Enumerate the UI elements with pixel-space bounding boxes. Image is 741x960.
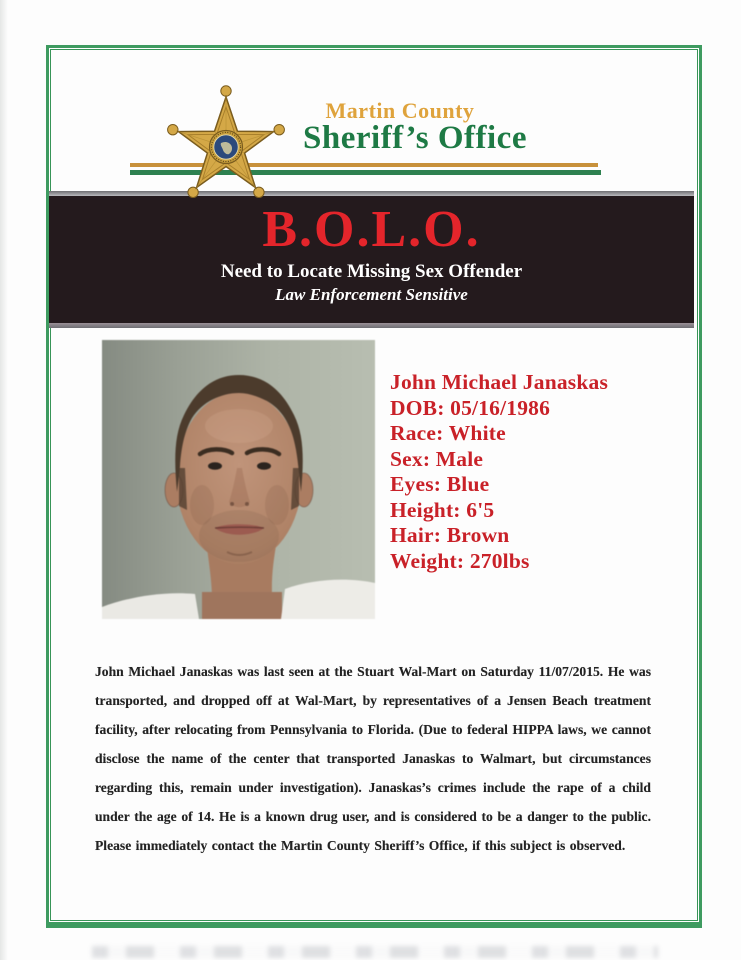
bolo-subtitle: Need to Locate Missing Sex Offender bbox=[220, 261, 523, 282]
subject-detail-height: Height: 6'5 bbox=[390, 497, 495, 522]
star-center-seal bbox=[210, 131, 243, 164]
office-name: Sheriff’s Office bbox=[303, 120, 527, 156]
scan-artifact bbox=[92, 946, 658, 958]
sheriff-star-icon bbox=[164, 85, 288, 209]
mugshot-photo bbox=[102, 340, 375, 619]
subject-name: John Michael Janaskas bbox=[390, 370, 609, 394]
bolo-classification: Law Enforcement Sensitive bbox=[275, 285, 468, 304]
subject-detail-eyes: Eyes: Blue bbox=[390, 472, 490, 496]
subject-info bbox=[390, 370, 680, 574]
silver-rule-bottom bbox=[49, 323, 694, 328]
subject-detail-hair: Hair: Brown bbox=[390, 523, 510, 547]
subject-detail-sex: Sex: Male bbox=[390, 446, 484, 471]
county-name: Martin County bbox=[325, 98, 475, 123]
subject-detail-weight: Weight: 270lbs bbox=[390, 548, 530, 573]
subject-detail-dob: DOB: 05/16/1986 bbox=[390, 395, 551, 420]
subject-detail-race: Race: White bbox=[390, 421, 506, 445]
bolo-banner bbox=[49, 196, 694, 323]
narrative-paragraph: John Michael Janaskas was last seen at the Stuart Wal-Mart on Saturday 11/07/2015. He was transported, and dropped off at Wal-Mart, by representatives of a Jensen Beach treatment facility, after relocating from Pennsylvania to Florida. (Due to federal HIPPA laws, we cannot disclose the name of the center that transported Janaskas to Walmart, but circumstances regarding this, remain under investigation). Janaskas’s crimes include the rape of a child under the age of 14. He is a known drug user, and is considered to be a danger to the public. Please immediately contact the Martin County Sheriff’s Office, if this subject is observed. bbox=[95, 664, 651, 853]
bolo-title: B.O.L.O. bbox=[262, 201, 481, 258]
